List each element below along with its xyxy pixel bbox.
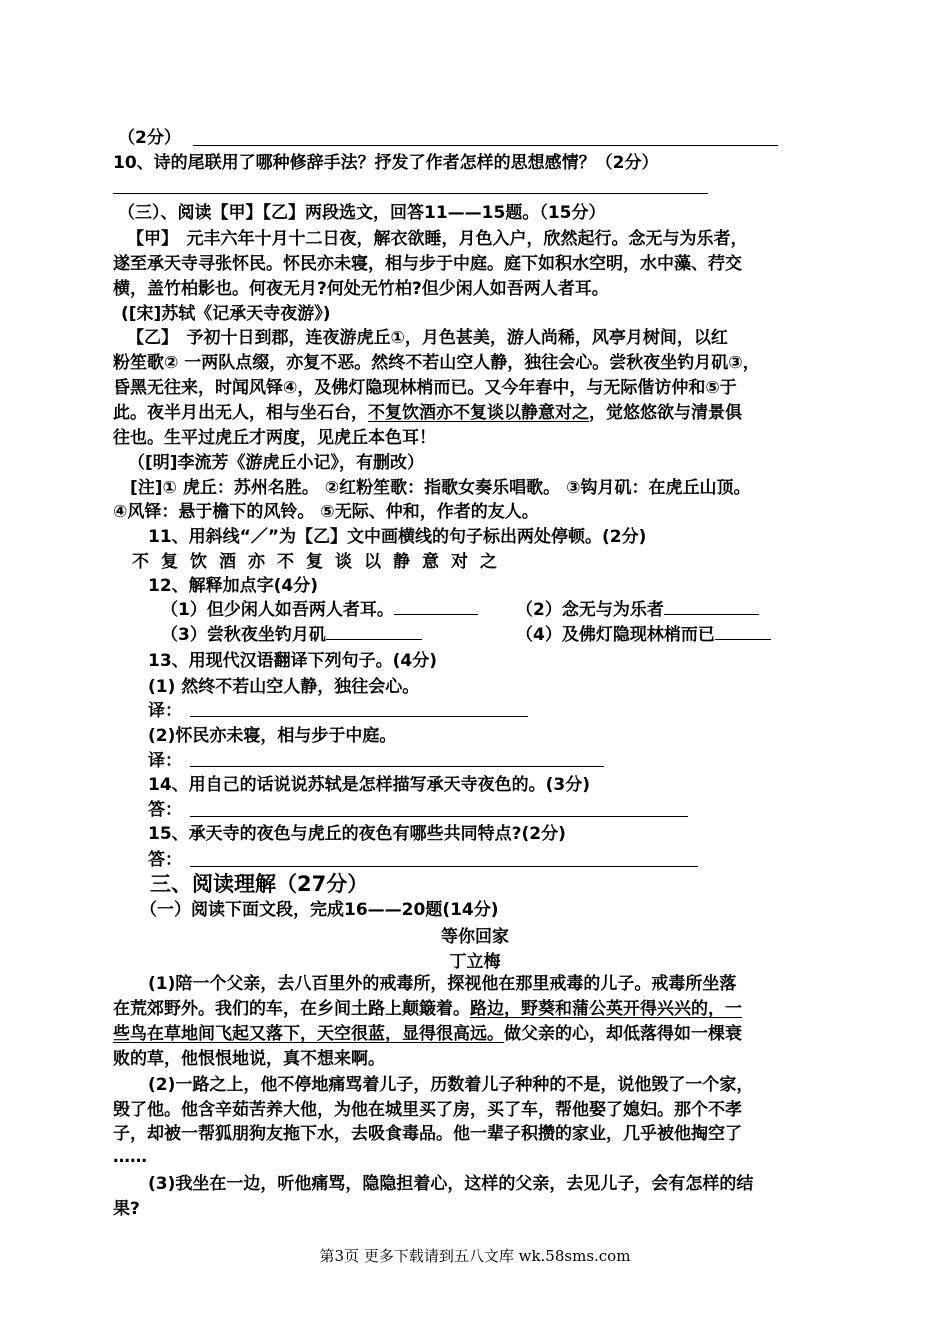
q15-answer-label: 答： xyxy=(148,850,182,870)
q12-blank-2[interactable] xyxy=(664,598,759,615)
q12-blank-3[interactable] xyxy=(326,623,422,640)
p2-line-2: 毁了他。他含辛茹苦养大他，为他在城里买了房，买了车，帮他娶了媳妇。那个不孝 xyxy=(113,1100,742,1120)
q13-translate-label-1: 译： xyxy=(148,701,182,721)
q12-item-2: （2）念无与为乐者 xyxy=(516,598,759,622)
q13-sentence-1: (1) 然终不若山空人静，独往会心。 xyxy=(148,677,420,697)
q9-score: （2分） xyxy=(118,128,181,148)
yi-line-3: 昏黑无往来，时闻风铎④，及佛灯隐现林梢而已。又今年春中，与无际偕访仲和⑤于 xyxy=(113,378,737,398)
jia-line-1: 【甲】 元丰六年十月十二日夜，解衣欲睡，月色入户，欣然起行。念无与为乐者， xyxy=(127,229,748,249)
p1-line-3: 些鸟在草地间飞起又落下，天空很蓝，显得很高远。做父亲的心，却低落得如一棵衰 xyxy=(113,1024,742,1044)
q15-text: 15、承天寺的夜色与虎丘的夜色有哪些共同特点?(2分) xyxy=(148,824,566,844)
yi-line-4 xyxy=(113,401,742,425)
q10-answer-line[interactable] xyxy=(113,193,708,194)
q14-answer-line[interactable] xyxy=(190,816,688,817)
q13-translate-label-2: 译： xyxy=(148,751,182,771)
page-footer: 第3页 更多下载请到五八文库 wk.58sms.com xyxy=(319,1247,631,1265)
q14-text: 14、用自己的话说说苏轼是怎样描写承天寺夜色的。(3分) xyxy=(148,775,591,795)
yi-line-4-pre: 此。夜半月出无人，相与坐石台， xyxy=(113,403,368,423)
p2-line-4: …… xyxy=(113,1147,147,1167)
q10-text: 10、诗的尾联用了哪种修辞手法？抒发了作者怎样的思想感情？（2分） xyxy=(113,153,659,173)
p3-line-2: 果? xyxy=(113,1199,140,1219)
underlined-sentence: 不复饮酒亦不复谈以静意对之 xyxy=(368,403,589,423)
section3-heading: （三）、阅读【甲】【乙】两段选文，回答11——15题。（15分） xyxy=(118,203,606,223)
p2-line-3: 子，却被一帮狐朋狗友拖下水，去吸食毒品。他一辈子积攒的家业，几乎被他掏空了 xyxy=(113,1124,742,1144)
yi-line-1: 【乙】 予初十日到郡，连夜游虎丘①，月色甚美，游人尚稀，风亭月树间，以红 xyxy=(127,328,728,348)
q12-item-4: （4）及佛灯隐现林梢而已 xyxy=(516,623,771,647)
q11-sentence: 不复饮酒亦不复谈以静意对之 xyxy=(132,552,509,572)
notes-line-2: ④风铎：悬于檐下的风铃。 ⑤无际、仲和，作者的友人。 xyxy=(113,502,539,522)
p2-line-1: (2)一路之上，他不停地痛骂着儿子，历数着儿子种种的不是，说他毁了一个家， xyxy=(148,1075,754,1095)
yi-source: （[明]李流芳《游虎丘小记》，有删改） xyxy=(128,453,425,473)
q13-answer-line-2[interactable] xyxy=(190,766,604,767)
article-title: 等你回家 xyxy=(441,927,509,947)
p1-line-4: 败的草，他恨恨地说，真不想来啊。 xyxy=(113,1049,385,1069)
part3-subheading: （一）阅读下面文段，完成16——20题(14分) xyxy=(140,900,499,920)
p3-line-1: (3)我坐在一边，听他痛骂，隐隐担着心，这样的父亲，去见儿子，会有怎样的结 xyxy=(148,1174,754,1194)
yi-line-5: 往也。生平过虎丘才两度，见虎丘本色耳！ xyxy=(113,428,436,448)
q12-item-3: （3）尝秋夜坐钓月矶 xyxy=(161,623,422,647)
q15-answer-line[interactable] xyxy=(190,866,698,867)
p1-line-1: (1)陪一个父亲，去八百里外的戒毒所，探视他在那里戒毒的儿子。戒毒所坐落 xyxy=(148,974,737,994)
jia-source: ([宋]苏轼《记承天寺夜游》) xyxy=(121,304,331,324)
p1-line-2: 在荒郊野外。我们的车，在乡间土路上颠簸着。路边，野葵和蒲公英开得兴兴的，一 xyxy=(113,999,742,1019)
jia-line-2: 遂至承天寺寻张怀民。怀民亦未寝，相与步于中庭。庭下如积水空明，水中藻、荇交 xyxy=(113,254,742,274)
q13-sentence-2: (2)怀民亦未寝，相与步于中庭。 xyxy=(148,726,397,746)
jia-line-3: 横，盖竹柏影也。何夜无月?何处无竹柏?但少闲人如吾两人者耳。 xyxy=(113,279,609,299)
q14-answer-label: 答： xyxy=(148,800,182,820)
yi-line-2: 粉笙歌② 一两队点缀，亦复不恶。然终不若山空人静，独往会心。尝秋夜坐钓月矶③， xyxy=(113,353,760,373)
notes-line-1: [注]① 虎丘：苏州名胜。 ②红粉笙歌：指歌女奏乐唱歌。 ③钩月矶：在虎丘山顶。 xyxy=(130,478,751,498)
q9-answer-line[interactable] xyxy=(193,145,778,146)
q13-text: 13、用现代汉语翻译下列句子。(4分) xyxy=(148,651,438,671)
part3-heading: 三、阅读理解（27分） xyxy=(150,872,369,896)
q12-text: 12、解释加点字(4分) xyxy=(148,576,319,596)
q12-blank-1[interactable] xyxy=(394,598,478,615)
p1-underlined-b: 些鸟在草地间飞起又落下，天空很蓝，显得很高远。 xyxy=(113,1024,504,1044)
q11-text: 11、用斜线“／”为【乙】文中画横线的句子标出两处停顿。(2分) xyxy=(148,527,647,547)
yi-line-4-post: ，觉悠悠欲与清景俱 xyxy=(589,403,742,423)
p1-underlined-a: 路边，野葵和蒲公英开得兴兴的，一 xyxy=(470,999,742,1019)
q13-answer-line-1[interactable] xyxy=(190,716,528,717)
q12-blank-4[interactable] xyxy=(715,623,771,640)
article-author: 丁立梅 xyxy=(449,952,501,972)
q12-item-1: （1）但少闲人如吾两人者耳。 xyxy=(161,598,478,622)
